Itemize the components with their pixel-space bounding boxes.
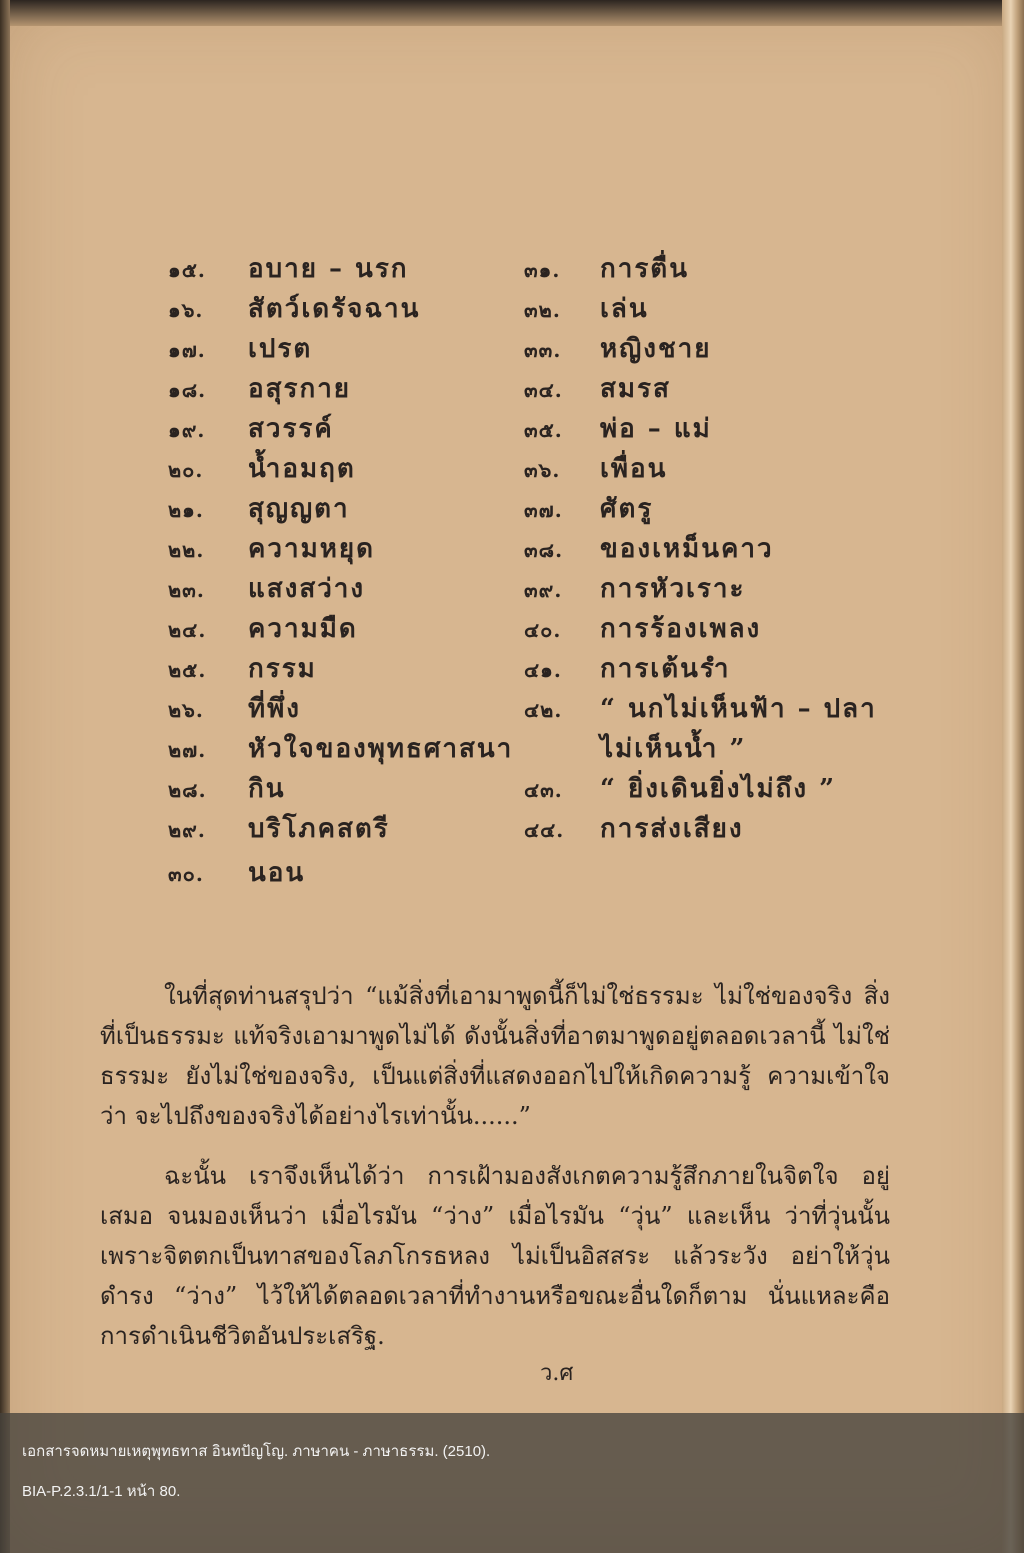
item-number: ๒๘.: [168, 778, 207, 802]
item-label: สุญญตา: [248, 494, 350, 524]
item-number: ๓๗.: [524, 498, 563, 522]
item-label: กิน: [248, 774, 286, 804]
item-label: พ่อ – แม่: [600, 414, 712, 444]
item-label: กรรม: [248, 654, 317, 684]
item-number: ๒๔.: [168, 618, 207, 642]
list-item: [0, 608, 1024, 648]
list-item: [0, 648, 1024, 688]
item-number: ๓๖.: [524, 458, 561, 482]
item-label: การเต้นรำ: [600, 654, 731, 684]
item-label: การส่งเสียง: [600, 814, 744, 844]
item-number: ๔๐.: [524, 618, 562, 642]
item-number: ๒๖.: [168, 698, 204, 722]
item-number: ๓๘.: [524, 538, 564, 562]
item-number: ๓๐.: [168, 862, 204, 886]
item-number: ๒๗.: [168, 738, 207, 762]
item-label: ที่พึ่ง: [248, 694, 301, 724]
item-label: ความหยุด: [248, 534, 375, 564]
item-label: อสุรกาย: [248, 374, 352, 404]
author-initials: ว.ศ: [540, 1361, 574, 1386]
list-item: [0, 808, 1024, 848]
item-label: สวรรค์: [248, 414, 334, 444]
item-number: ๔๑.: [524, 658, 562, 682]
item-label: ไม่เห็นน้ำ ”: [600, 734, 747, 764]
list-item: [0, 488, 1024, 528]
item-number: ๑๘.: [168, 378, 207, 402]
list-item: [0, 368, 1024, 408]
item-label: หัวใจของพุทธศาสนา: [248, 734, 514, 764]
item-label: ของเหม็นคาว: [600, 534, 774, 564]
item-number: ๑๗.: [168, 338, 206, 362]
item-label: การหัวเราะ: [600, 574, 746, 604]
summary-paragraph: ในที่สุดท่านสรุปว่า “แม้สิ่งที่เอามาพูดนี้ก็ไม่ใช่ธรรมะ ไม่ใช่ของจริง สิ่งที่เป็นธรรมะ แท้จริงเอามาพูดไม่ได้ ดังนั้นสิ่งที่อาตมาพูดอยู่ตลอดเวลานี้ ไม่ใช่ธรรมะ ยังไม่ใช่ของจริง, เป็นแต่สิ่งที่แสดงออกไปให้เกิดความรู้ ความเข้าใจว่า จะไปถึงของจริงได้อย่างไรเท่านั้น......”: [100, 982, 890, 1130]
list-item: [0, 248, 1024, 288]
item-number: ๔๒.: [524, 698, 563, 722]
item-number: ๒๕.: [168, 658, 207, 682]
item-number: ๔๔.: [524, 818, 565, 842]
list-item: [0, 448, 1024, 488]
item-label: ศัตรู: [600, 494, 654, 524]
list-item: [0, 528, 1024, 568]
item-label: เปรต: [248, 334, 313, 364]
item-number: ๒๙.: [168, 818, 206, 842]
list-item: [0, 768, 1024, 808]
item-number: ๓๑.: [524, 258, 561, 282]
item-label: นอน: [248, 858, 306, 888]
item-number: ๑๙.: [168, 418, 206, 442]
item-number: ๑๖.: [168, 298, 204, 322]
list-item-continuation: [0, 728, 1024, 768]
item-number: ๑๕.: [168, 258, 206, 282]
item-label: “ นกไม่เห็นฟ้า – ปลา: [600, 694, 877, 724]
item-number: ๓๙.: [524, 578, 563, 602]
conclusion-paragraph: ฉะนั้น เราจึงเห็นได้ว่า การเฝ้ามองสังเกตความรู้สึกภายในจิตใจ อยู่เสมอ จนมองเห็นว่า เมื่อไรมัน “ว่าง” เมื่อไรมัน “วุ่น” และเห็น ว่าที่วุ่นนั้นเพราะจิตตกเป็นทาสของโลภโกรธหลง ไม่เป็นอิสสระ แล้วระวัง อย่าให้วุ่น ดำรง “ว่าง” ไว้ให้ได้ตลอดเวลาที่ทำงานหรือขณะอื่นใดก็ตาม นั่นแหละคือการดำเนินชีวิตอันประเสริฐ.: [100, 1162, 890, 1350]
item-number: ๔๓.: [524, 778, 563, 802]
item-number: ๓๒.: [524, 298, 561, 322]
item-label: อบาย – นรก: [248, 254, 409, 284]
item-label: ความมืด: [248, 614, 358, 644]
item-number: ๒๑.: [168, 498, 204, 522]
item-label: เล่น: [600, 294, 649, 324]
item-label: “ ยิ่งเดินยิ่งไม่ถึง ”: [600, 774, 837, 804]
item-label: หญิงชาย: [600, 334, 712, 364]
list-item: [0, 852, 1024, 892]
item-number: ๒๒.: [168, 538, 205, 562]
item-number: ๒๓.: [168, 578, 205, 602]
list-item: [0, 408, 1024, 448]
item-number: ๒๐.: [168, 458, 204, 482]
list-item: [0, 288, 1024, 328]
caption-citation: เอกสารจดหมายเหตุพุทธทาส อินทปัญโญ. ภาษาคน - ภาษาธรรม. (2510).: [22, 1443, 491, 1460]
item-label: สัตว์เดรัจฉาน: [248, 294, 421, 324]
item-label: น้ำอมฤต: [248, 454, 356, 484]
archive-caption-overlay: [0, 1413, 1024, 1553]
item-number: ๓๓.: [524, 338, 562, 362]
page-top-edge: [0, 0, 1024, 26]
list-item: [0, 688, 1024, 728]
item-label: เพื่อน: [600, 454, 668, 484]
caption-reference: BIA-P.2.3.1/1-1 หน้า 80.: [22, 1483, 181, 1500]
list-item: [0, 328, 1024, 368]
item-label: การตื่น: [600, 254, 689, 284]
item-label: บริโภคสตรี: [248, 814, 390, 844]
item-label: สมรส: [600, 374, 671, 404]
list-item: [0, 568, 1024, 608]
item-label: การร้องเพลง: [600, 614, 762, 644]
item-number: ๓๕.: [524, 418, 563, 442]
item-label: แสงสว่าง: [248, 574, 366, 604]
item-number: ๓๔.: [524, 378, 563, 402]
